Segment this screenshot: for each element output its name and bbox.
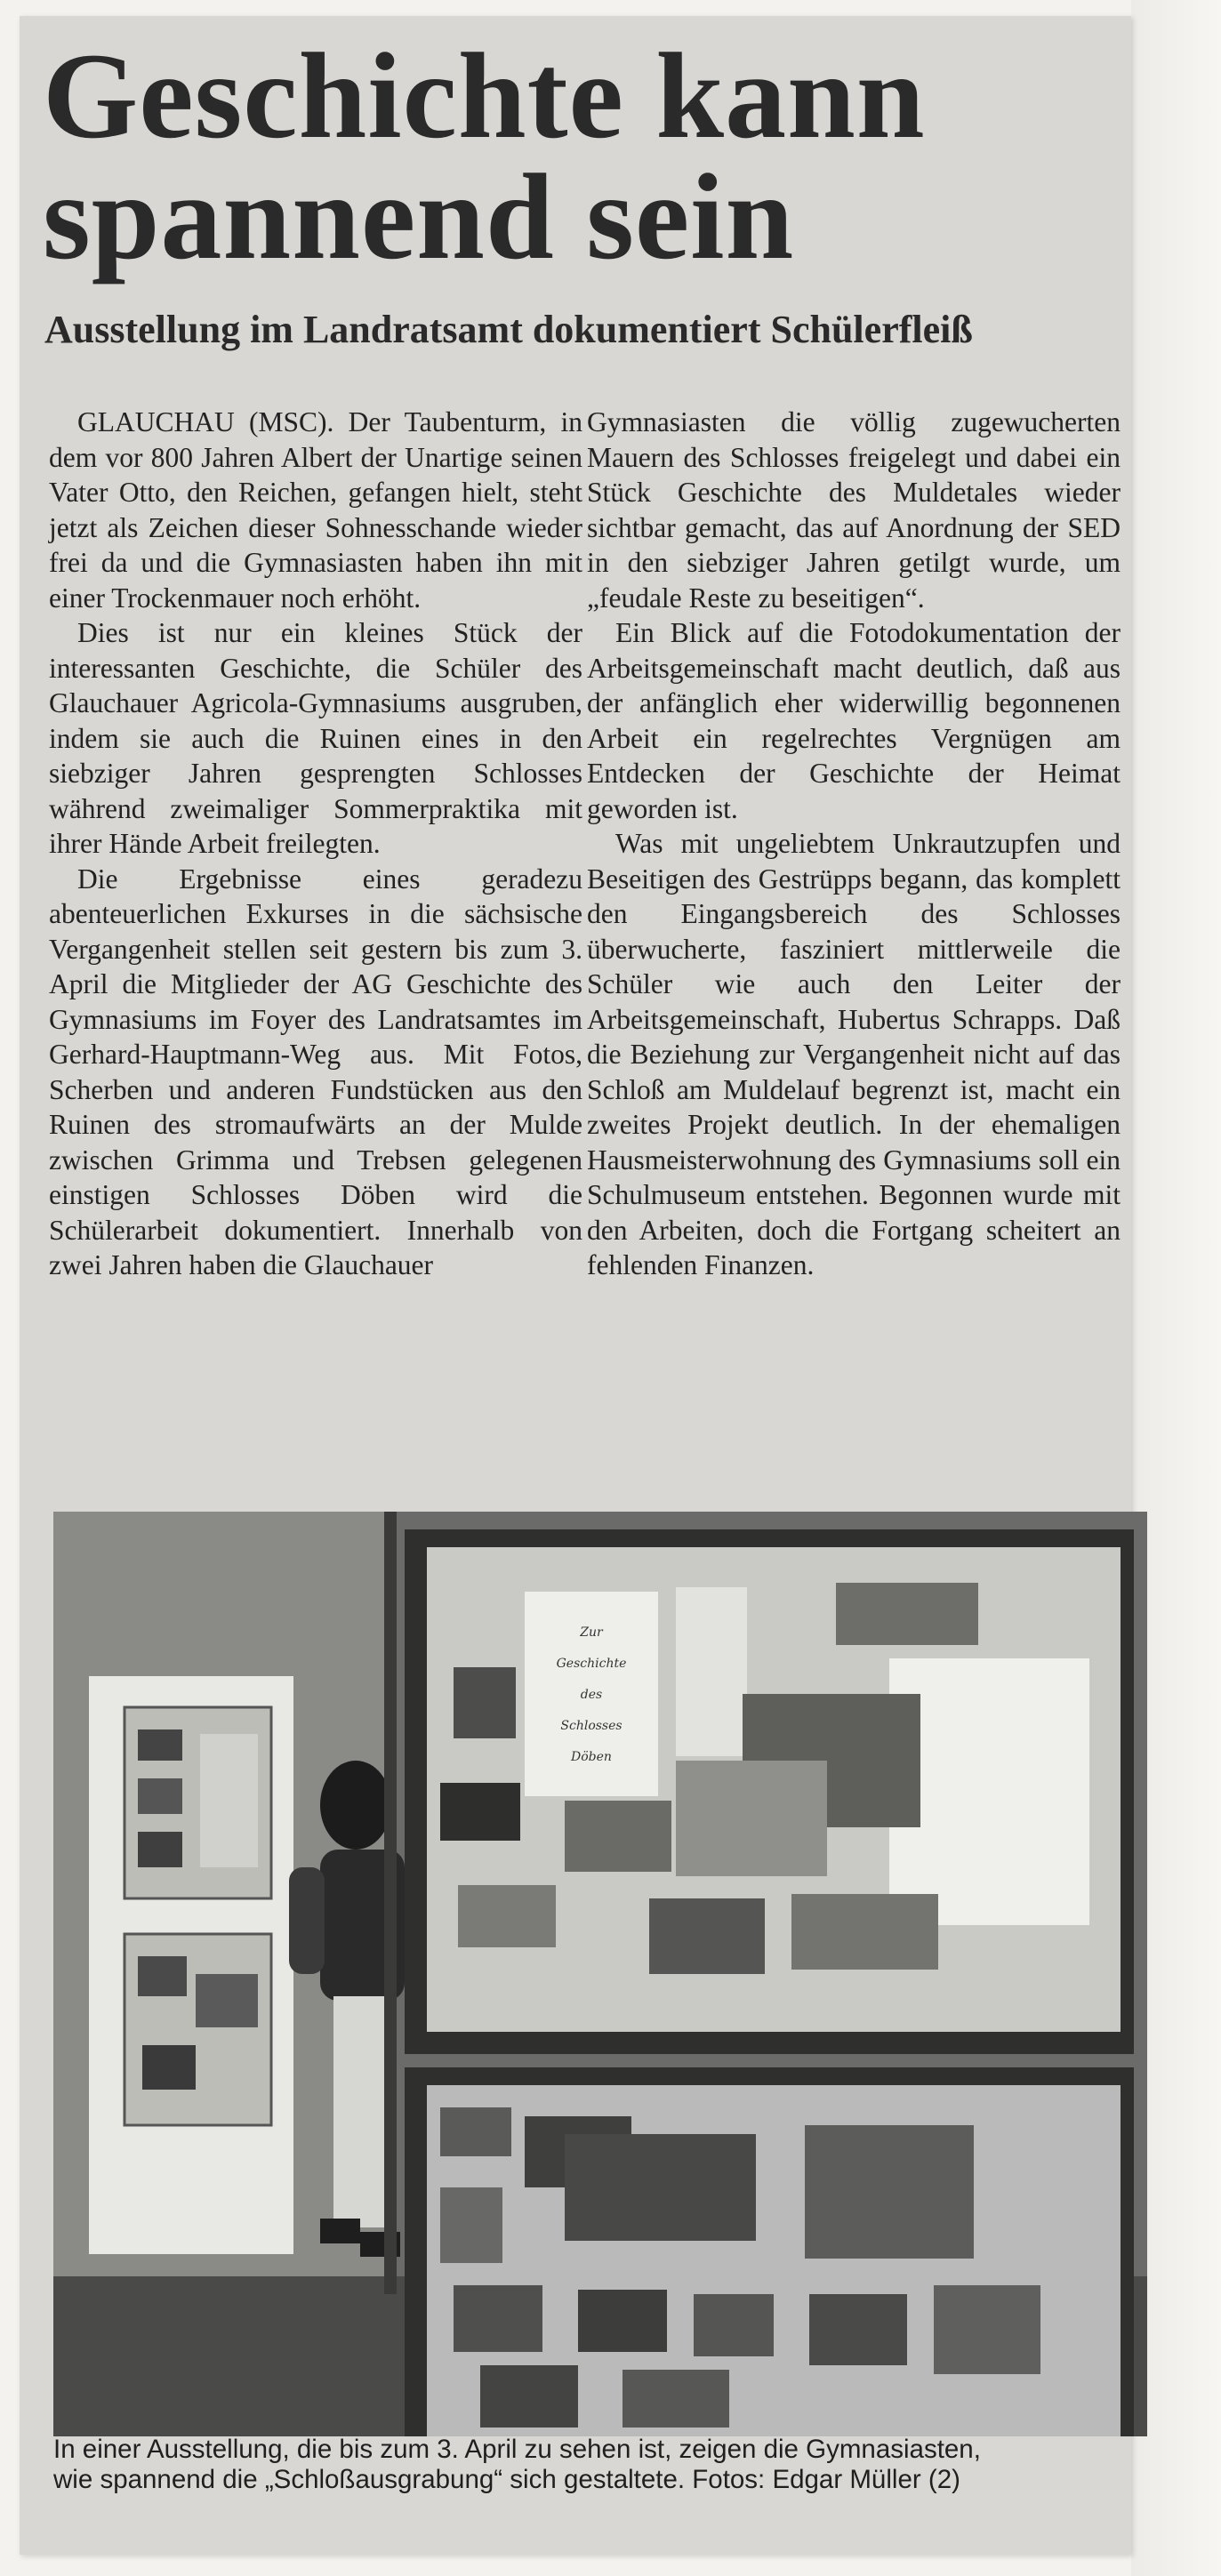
article-column-left <box>49 405 582 1283</box>
subheadline: Ausstellung im Landratsamt dokumentiert Schülerfleiß <box>44 308 973 351</box>
poster-text-1: Zur <box>580 1625 603 1640</box>
poster-text-2: Geschichte <box>556 1657 627 1671</box>
headline <box>43 28 1128 285</box>
paragraph: Ein Blick auf die Fotodokumentation der Arbeitsgemeinschaft macht deutlich, daß aus der anfänglich eher widerwillig begonnenen Arbeit ein regelrechtes Vergnügen am Entdecken der Geschichte der Heimat geworden ist. <box>587 617 1121 824</box>
paragraph: Die Ergebnisse eines geradezu abenteuerlichen Exkurses in die sächsische Vergangenheit stellen seit gestern bis zum 3. April die Mitglieder der AG Geschichte des Gymnasiums im Foyer des Landratsamtes im Gerhard-Hauptmann-Weg aus. Mit Fotos, Scherben und anderen Fundstücken aus den Ruinen des stromaufwärts an der Mulde zwischen Grimma und Trebsen gelegenen einstigen Schlosses Döben wird die Schülerarbeit dokumentiert. Innerhalb von zwei Jahren haben die Glauchauer <box>49 863 582 1280</box>
paragraph: GLAUCHAU (MSC). Der Taubenturm, in dem vor 800 Jahren Albert der Unartige seinen Vater Otto, den Reichen, gefangen hielt, steht jetzt als Zeichen dieser Sohnesschande wieder frei da und die Gymnasiasten haben ihn mit einer Trockenmauer noch erhöht. <box>49 406 582 614</box>
caption-line-1: In einer Ausstellung, die bis zum 3. April zu sehen ist, zeigen die Gymnasiasten, <box>53 2435 981 2464</box>
paragraph: Gymnasiasten die völlig zugewucherten Mauern des Schlosses freigelegt und dabei ein Stück Geschichte des Muldetales wieder sichtbar gemacht, das auf Anordnung der SED in den siebziger Jahren getilgt wurde, um „feudale Reste zu beseitigen“. <box>587 406 1121 614</box>
exhibition-photo <box>53 1512 1147 2436</box>
poster-text-5: Döben <box>571 1750 612 1764</box>
poster-text-4: Schlosses <box>560 1719 623 1733</box>
headline-line-1: Geschichte kann <box>43 28 926 164</box>
photo-illustration <box>53 1512 1147 2436</box>
paragraph: Was mit ungeliebtem Unkrautzupfen und Beseitigen des Gestrüpps begann, das komplett den Eingangsbereich des Schlosses überwucherte, fasziniert mittlerweile die Schüler wie auch den Leiter der Arbeitsgemeinschaft, Hubertus Schrapps. Daß die Beziehung zur Vergangenheit nicht auf das Schloß am Muldelauf begrenzt ist, macht ein zweites Projekt deutlich. In der ehemaligen Hausmeisterwohnung des Gymnasiums soll ein Schulmuseum entstehen. Begonnen wurde mit den Arbeiten, doch die Fortgang scheitert an fehlenden Finanzen. <box>587 828 1121 1280</box>
caption-line-2: wie spannend die „Schloßausgrabung“ sich gestaltete. Fotos: Edgar Müller (2) <box>53 2465 960 2494</box>
poster-text-3: des <box>580 1688 603 1702</box>
headline-line-2: spannend sein <box>43 148 795 285</box>
photo-caption <box>53 2435 1147 2495</box>
article-column-right <box>587 405 1121 1283</box>
paragraph: Dies ist nur ein kleines Stück der interessanten Geschichte, die Schüler des Glauchauer Agricola-Gymnasiums ausgruben, indem sie auch die Ruinen eines in den siebziger Jahren gesprengten Schlosses während zweimaliger Sommerpraktika mit ihrer Hände Arbeit freilegten. <box>49 617 582 859</box>
